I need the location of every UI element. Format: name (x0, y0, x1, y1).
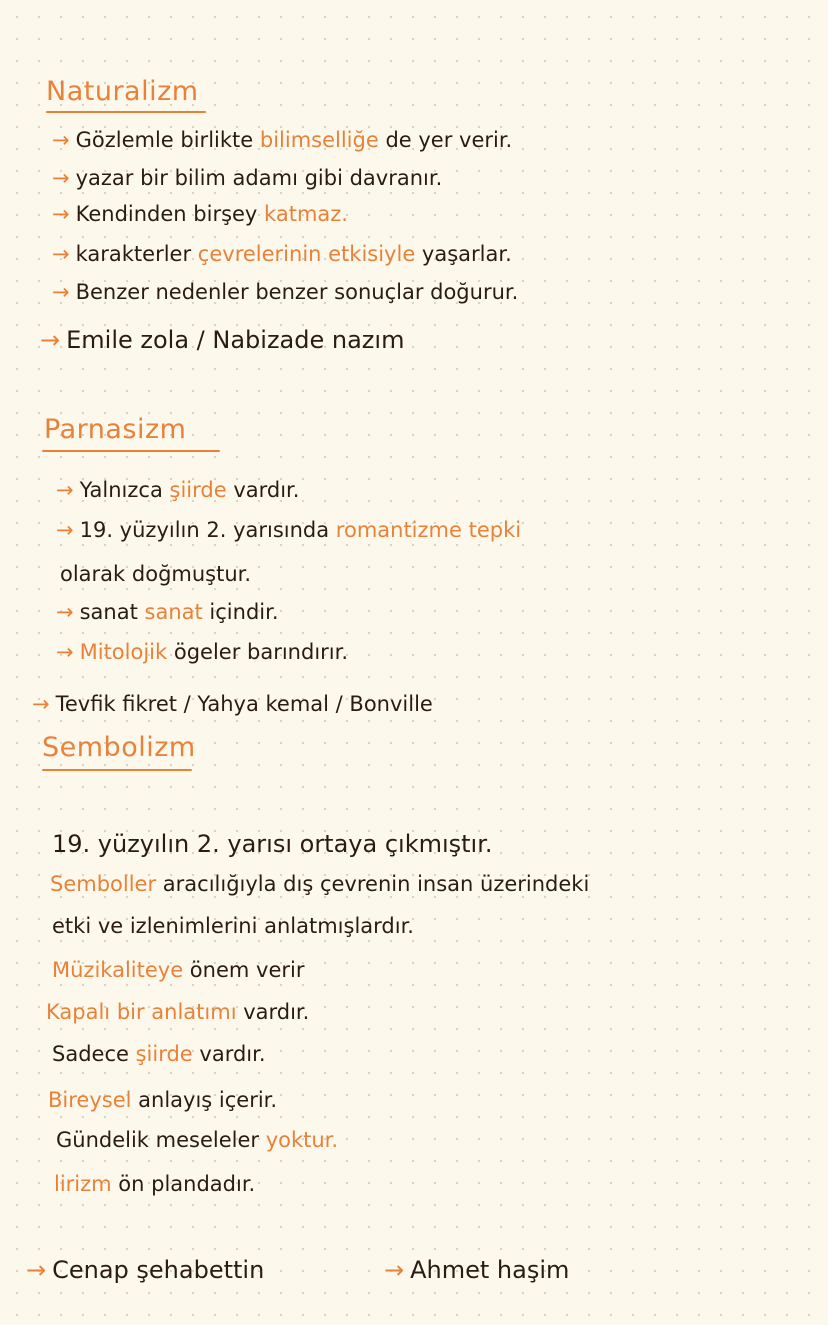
arrow-right-icon: → (40, 326, 61, 354)
naturalizm-authors: → Emile zola / Nabizade nazım (40, 326, 405, 354)
parnasizm-item-1: → Yalnızca şiirde vardır. (56, 478, 300, 502)
sembolizm-item-6: Bireysel anlayış içerir. (48, 1088, 278, 1112)
arrow-right-icon: → (52, 242, 70, 266)
arrow-right-icon: → (56, 640, 74, 664)
arrow-right-icon: → (56, 518, 74, 542)
naturalizm-item-4: → karakterler çevrelerinin etkisiyle yaşarlar. (52, 242, 512, 266)
naturalizm-item-1: → Gözlemle birlikte bilimselliğe de yer verir. (52, 128, 513, 152)
heading-underline (42, 450, 220, 452)
parnasizm-item-3: → sanat sanat içindir. (56, 600, 279, 624)
sembolizm-item-5: Sadece şiirde vardır. (52, 1042, 266, 1066)
arrow-right-icon: → (384, 1256, 405, 1284)
parnasizm-item-4: → Mitolojik ögeler barındırır. (56, 640, 348, 664)
sembolizm-author-1: → Cenap şehabettin (26, 1256, 265, 1284)
arrow-right-icon: → (56, 478, 74, 502)
heading-sembolizm: Sembolizm (42, 732, 196, 763)
naturalizm-item-3: → Kendinden birşey katmaz. (52, 202, 348, 226)
arrow-right-icon: → (56, 600, 74, 624)
arrow-right-icon: → (32, 692, 50, 716)
arrow-right-icon: → (52, 280, 70, 304)
sembolizm-item-2: Semboller aracılığıyla dış çevrenin insan üzerindeki (50, 872, 590, 896)
heading-parnasizm: Parnasizm (44, 414, 187, 445)
sembolizm-item-7: Gündelik meseleler yoktur. (56, 1128, 339, 1152)
sembolizm-item-4: Kapalı bir anlatımı vardır. (46, 1000, 310, 1024)
sembolizm-item-1: 19. yüzyılın 2. yarısı ortaya çıkmıştır. (52, 830, 493, 858)
arrow-right-icon: → (52, 128, 70, 152)
arrow-right-icon: → (26, 1256, 47, 1284)
naturalizm-item-2: → yazar bir bilim adamı gibi davranır. (52, 166, 443, 190)
parnasizm-authors: → Tevfik fikret / Yahya kemal / Bonville (32, 692, 433, 716)
arrow-right-icon: → (52, 202, 70, 226)
parnasizm-item-2-cont: olarak doğmuştur. (60, 562, 252, 586)
heading-naturalizm: Naturalizm (46, 76, 199, 107)
naturalizm-item-5: → Benzer nedenler benzer sonuçlar doğurur. (52, 280, 519, 304)
heading-underline (46, 111, 206, 113)
sembolizm-item-8: lirizm ön plandadır. (54, 1172, 256, 1196)
parnasizm-item-2: → 19. yüzyılın 2. yarısında romantizme tepki (56, 518, 522, 542)
heading-underline (42, 769, 192, 771)
sembolizm-item-2-cont: etki ve izlenimlerini anlatmışlardır. (52, 914, 414, 938)
arrow-right-icon: → (52, 166, 70, 190)
sembolizm-author-2: → Ahmet haşim (384, 1256, 570, 1284)
sembolizm-item-3: Müzikaliteye önem verir (52, 958, 305, 982)
